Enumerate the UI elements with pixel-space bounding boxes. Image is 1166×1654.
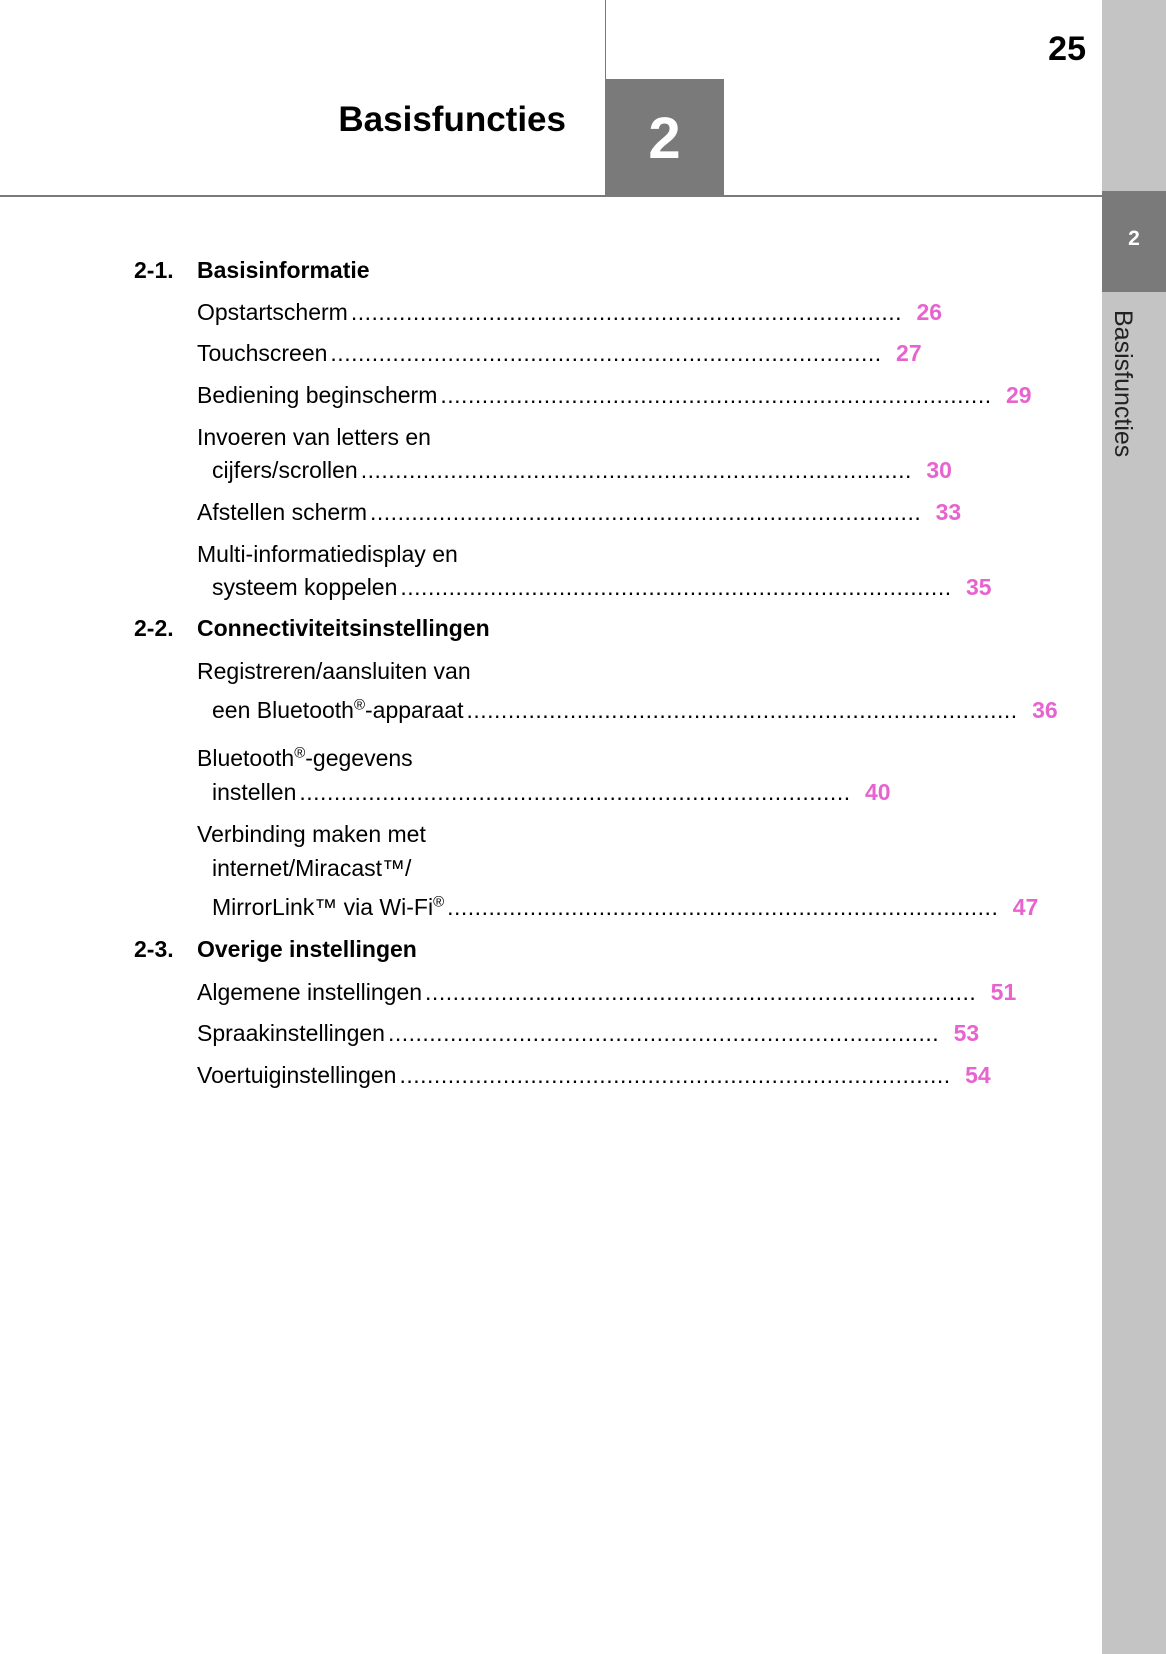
section-heading [134,936,417,963]
toc-entry-title-line[interactable]: Verbinding maken met [197,821,426,847]
toc-entry-title-line[interactable]: internet/Miracast™/ [212,855,412,881]
toc-entry-title: Touchscreen [197,340,328,366]
leader-dots: ................................................................................ [360,457,912,483]
toc-entry[interactable] [212,779,891,806]
toc-page-link[interactable]: 36 [1032,697,1058,723]
toc-page-link[interactable]: 51 [990,979,1017,1005]
section-number: 2-2. [134,615,174,641]
toc-entry-title-line[interactable]: Invoeren van letters en [197,424,431,450]
leader-dots: ................................................................................ [399,1062,951,1088]
toc-page-link[interactable]: 47 [1012,894,1039,920]
toc-entry-title: Afstellen scherm [197,499,368,525]
side-tab-label: Basisfuncties [1109,310,1137,458]
toc-entry[interactable] [212,574,992,601]
toc-page-link[interactable]: 26 [916,299,943,325]
leader-dots: ................................................................................ [425,979,977,1005]
toc-entry[interactable] [212,893,1039,921]
toc-entry[interactable] [212,696,1058,724]
leader-dots: ................................................................................ [447,894,999,920]
toc-entry-title-part: -apparaat [365,697,464,723]
toc-page-link[interactable]: 35 [966,574,992,600]
section-number: 2-1. [134,257,174,283]
toc-entry-title-line[interactable]: Multi-informatiedisplay en [197,541,458,567]
chapter-title: Basisfuncties [338,100,566,139]
toc-page-link[interactable]: 53 [953,1020,980,1046]
toc-entry-title: systeem koppelen [212,574,398,600]
toc-entry-title [212,697,463,724]
toc-entry[interactable] [197,382,1032,409]
page-number: 25 [1048,30,1086,68]
toc-entry[interactable] [197,499,962,526]
leader-dots: ................................................................................ [466,697,1018,723]
leader-dots: ................................................................................ [387,1020,940,1046]
toc-entry-title-line[interactable] [197,745,413,772]
toc-page-link[interactable]: 33 [935,499,962,525]
leader-dots: ................................................................................ [400,574,952,600]
toc-entry-title [212,894,444,921]
toc-entry-title-part: een Bluetooth [212,697,354,723]
chapter-number: 2 [648,106,681,171]
toc-entry-title-line[interactable]: Registreren/aansluiten van [197,658,471,684]
leader-dots: ................................................................................ [440,382,992,408]
toc-entry[interactable] [197,1020,980,1047]
toc-entry[interactable] [197,979,1017,1006]
registered-mark: ® [294,744,306,762]
toc-entry[interactable] [197,299,943,326]
section-title: Basisinformatie [197,257,370,283]
side-chapter-tab[interactable] [1102,191,1166,292]
section-heading [134,615,490,642]
section-title: Connectiviteitsinstellingen [197,615,490,641]
section-number: 2-3. [134,936,174,962]
toc-entry-title: Spraakinstellingen [197,1020,385,1046]
toc-entry-title-part: Bluetooth [197,745,295,771]
leader-dots: ................................................................................ [330,340,882,366]
toc-page-link[interactable]: 54 [965,1062,991,1088]
toc-page-link[interactable]: 29 [1006,382,1032,408]
toc-entry-title: Algemene instellingen [197,979,423,1005]
toc-entry-title: instellen [212,779,297,805]
toc-entry-title-part: MirrorLink™ via Wi-Fi [212,894,434,920]
toc-entry-title: Opstartscherm [197,299,348,325]
toc-entry[interactable] [197,340,922,367]
section-title: Overige instellingen [197,936,417,962]
toc-entry[interactable] [197,1062,991,1089]
toc-entry-title: cijfers/scrollen [212,457,358,483]
section-heading [134,257,370,284]
leader-dots: ................................................................................ [350,299,903,325]
toc-entry-title: Voertuiginstellingen [197,1062,397,1088]
toc-entry-title-part: -gegevens [305,745,413,771]
registered-mark: ® [353,696,366,714]
toc-page-link[interactable]: 27 [896,340,922,366]
toc-page-link[interactable]: 30 [926,457,952,483]
leader-dots: ................................................................................ [299,779,851,805]
toc-page-link[interactable]: 40 [865,779,891,805]
toc-entry-title: Bediening beginscherm [197,382,438,408]
leader-dots: ................................................................................ [370,499,922,525]
toc-entry[interactable] [212,457,952,484]
registered-mark: ® [433,893,445,911]
side-tab-number: 2 [1128,227,1140,250]
